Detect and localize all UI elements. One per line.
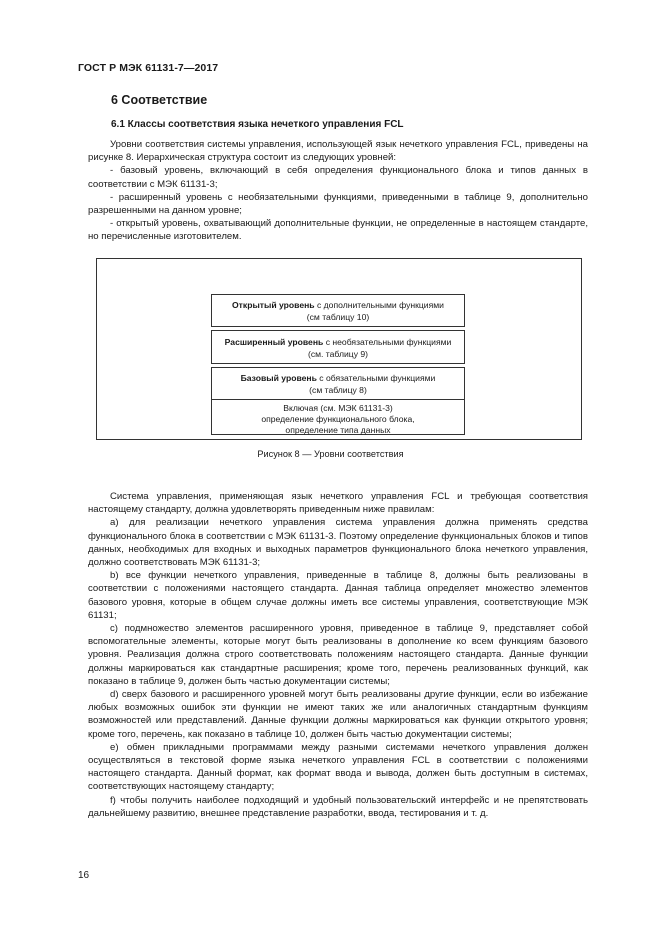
rule-f: f) чтобы получить наиболее подходящий и удобный пользовательский интерфейс и не препятствовать дальнейшему развитию, внешнее представление разработки, ввода, тестирования и т. д. [88,794,588,819]
basic-level-desc: с обязательными функциями [316,373,436,383]
section-title: 6 Соответствие [111,93,208,107]
open-level-box [211,294,465,327]
rule-c: c) подмножество элементов расширенного уровня, приведенное в таблице 9, представляет собой вспомогательные элементы, которые могут быть реализованы в дополнение ко всем функциям базового уровня. Реализация должна строго соответствовать положениям настоящего стандарта. Данные функции должны маркироваться как стандартные расширения; кроме того, перечень реализованных функций, как показано в таблице 9, должен быть частью документации системы; [88,623,588,687]
rules-text [88,490,588,820]
basic-level-name: Базовый уровень [240,373,317,383]
basic-level-group [211,367,465,435]
page-number: 16 [78,870,90,881]
figure-caption: Рисунок 8 — Уровни соответствия [257,449,404,459]
rule-e: e) обмен прикладными программами между разными системами нечеткого управления должен осуществляться в текстовой форме языка нечеткого управления FCL в соответствии с положениями настоящего стандарта. Данный формат, как формат ввода и вывода, должен быть доступным в системах, соответствующих настоящему стандарту; [88,741,588,793]
rule-a: a) для реализации нечеткого управления система управления должна применять средства функционального блока в соответствии с МЭК 61131-3. Поэтому определение функциональных блоков и типов данных, необходимых для входных и выходных параметров функционального блока нечеткого управления, должно соответствовать МЭК 61131-3; [88,517,588,569]
extended-level-desc: с необязательными функциями [323,337,452,347]
open-level-ref: (см таблицу 10) [306,312,370,322]
extended-level-ref: (см. таблицу 9) [307,349,369,359]
including-line-1: Включая (см. МЭК 61131-3) [283,403,393,413]
open-level-desc: с дополнительными функциями [314,300,444,310]
basic-level-box [212,368,464,400]
including-box [212,400,464,434]
subsection-title: 6.1 Классы соответствия языка нечеткого управления FCL [111,119,404,130]
rule-d: d) сверх базового и расширенного уровней могут быть реализованы другие функции, если во избежание любых возможных ошибок эти функции не имеют таких же или аналогичных стандартным функциям возможностей или представлений. Данные функции должны маркироваться как функции открытого уровня; кроме того, перечень, как показано в таблице 10, должен быть частью документации системы; [88,689,588,740]
rules-intro-paragraph: Система управления, применяющая язык нечеткого управления FCL и требующая соответствия настоящему стандарту, должна удовлетворять приведенным ниже правилам: [88,491,588,516]
intro-text [88,138,588,244]
including-line-3: определение типа данных [285,425,391,435]
open-level-name: Открытый уровень [232,300,315,310]
list-item-basic: - базовый уровень, включающий в себя определения функционального блока и типов данных в соответствии с МЭК 61131-3; [88,165,588,190]
figure-conformance-levels [96,258,582,440]
rule-b: b) все функции нечеткого управления, приведенные в таблице 8, должны быть реализованы в соответствии с положениями настоящего стандарта. Данная таблица определяет множество элементов базового уровня, которые в общем случае должны иметь все системы управления, соответствующие МЭК 61131; [88,570,588,621]
list-item-open: - открытый уровень, охватывающий дополнительные функции, не определенные в настоящем стандарте, но перечисленные изготовителем. [88,218,588,243]
list-item-extended: - расширенный уровень с необязательными функциями, приведенными в таблице 9, дополнительно разрешенными на данном уровне; [88,191,588,217]
including-line-2: определение функционального блока, [261,414,415,424]
basic-level-ref: (см таблицу 8) [309,385,367,395]
standard-header: ГОСТ Р МЭК 61131-7—2017 [78,62,219,74]
extended-level-box [211,330,465,364]
extended-level-name: Расширенный уровень [224,337,324,347]
intro-paragraph: Уровни соответствия системы управления, использующей язык нечеткого управления FCL, приведены на рисунке 8. Иерархическая структура состоит из следующих уровней: [88,139,588,164]
